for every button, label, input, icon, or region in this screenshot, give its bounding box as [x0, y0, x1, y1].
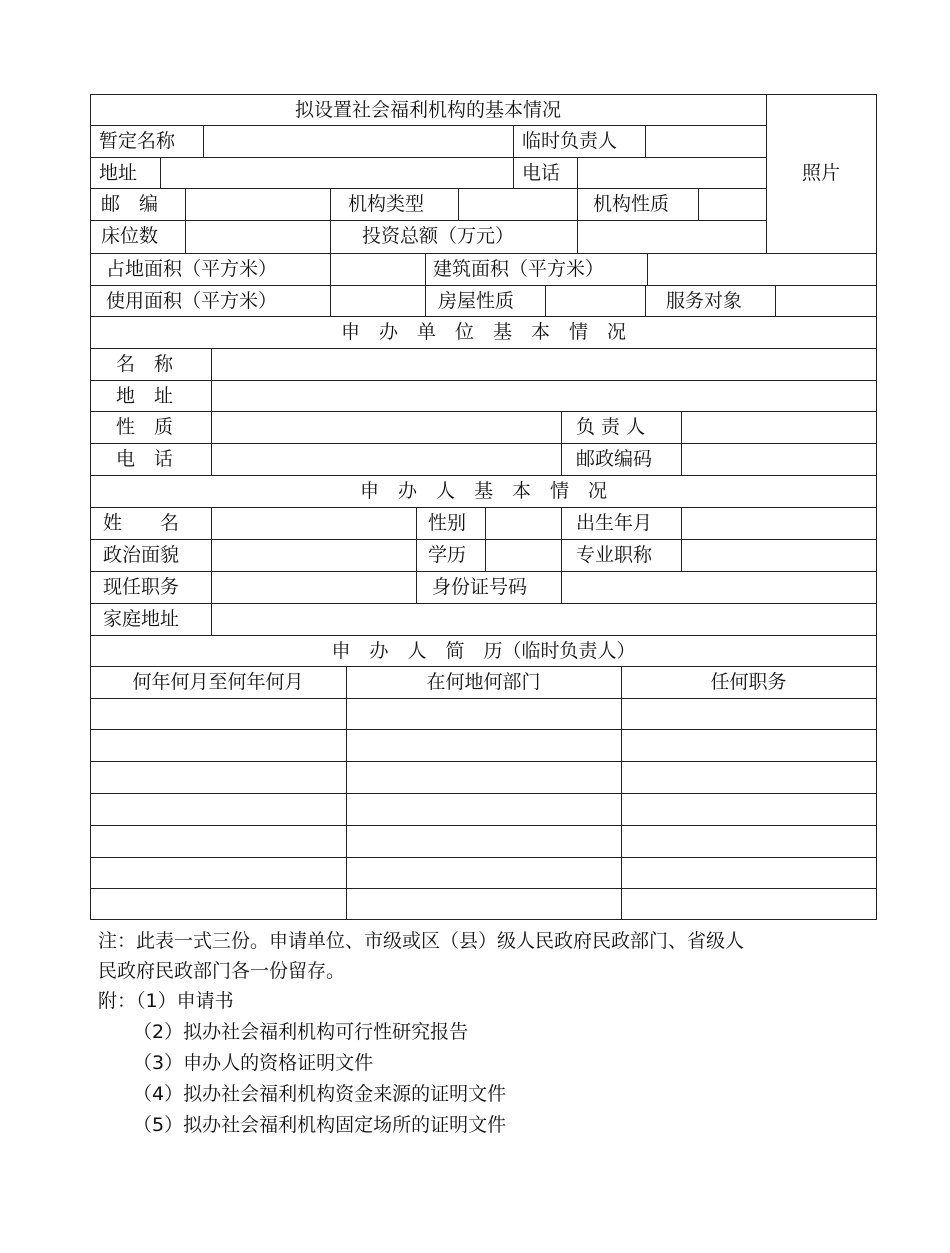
label-gender: 性别 [428, 512, 467, 534]
col-line [211, 507, 212, 635]
section1-title: 拟设置社会福利机构的基本情况 [294, 99, 561, 121]
col-line [211, 348, 212, 475]
col-line [330, 253, 331, 316]
col-line [647, 253, 648, 285]
col-line [485, 507, 486, 571]
col-line [458, 188, 459, 220]
col-line [561, 411, 562, 475]
col-line [346, 666, 347, 919]
label-temp-person-in-charge: 临时负责人 [522, 130, 618, 152]
label-birth: 出生年月 [576, 512, 653, 534]
col-line [645, 285, 646, 316]
col-line [681, 411, 682, 475]
note-line-2: 民政府民政部门各一份留存。 [98, 960, 346, 982]
section4-title: 申 办 人 简 历（临时负责人） [331, 640, 636, 662]
label-land-area: 占地面积（平方米） [106, 258, 278, 280]
col-line [160, 157, 161, 188]
row-line [90, 825, 877, 826]
col-line [545, 285, 546, 316]
row-line [90, 380, 877, 381]
row-line [90, 157, 766, 158]
label-unit-postcode: 邮政编码 [576, 448, 653, 470]
col-line [561, 507, 562, 603]
label-unit-person-in-charge: 负 责 人 [576, 416, 646, 438]
section3-title: 申 办 人 基 本 情 况 [359, 480, 607, 502]
row-line [90, 857, 877, 858]
row-line [90, 888, 877, 889]
label-beds: 床位数 [101, 225, 159, 247]
attachment-4: （4）拟办社会福利机构资金来源的证明文件 [133, 1083, 507, 1105]
label-house-nature: 房屋性质 [438, 290, 515, 312]
row-line [90, 793, 877, 794]
col-line [416, 507, 417, 603]
col-line [330, 188, 331, 253]
row-line [90, 507, 877, 508]
label-service-target: 服务对象 [666, 290, 743, 312]
col-line [425, 253, 426, 316]
label-professional-title: 专业职称 [576, 544, 653, 566]
col-line [775, 285, 776, 316]
note-line-1: 注：此表一式三份。申请单位、市级或区（县）级人民政府民政部门、省级人 [98, 930, 745, 952]
col-header-post: 任何职务 [710, 671, 787, 693]
col-line [185, 188, 186, 253]
label-current-post: 现任职务 [103, 576, 180, 598]
row-line [90, 348, 877, 349]
table-border-bottom [90, 919, 877, 920]
col-line [645, 125, 646, 157]
label-home-address: 家庭地址 [103, 608, 180, 630]
col-line [698, 188, 699, 220]
col-line [513, 125, 514, 157]
col-header-place: 在何地何部门 [426, 671, 541, 693]
label-org-type: 机构类型 [348, 193, 425, 215]
label-education: 学历 [428, 544, 467, 566]
label-political: 政治面貌 [103, 544, 180, 566]
photo-label: 照片 [801, 162, 840, 184]
label-tentative-name: 暂定名称 [99, 130, 176, 152]
label-postcode: 邮 编 [101, 193, 159, 215]
label-applicant-name: 姓 名 [103, 512, 180, 534]
label-usable-area: 使用面积（平方米） [106, 290, 278, 312]
label-org-nature: 机构性质 [593, 193, 670, 215]
col-line [513, 157, 514, 188]
label-id-number: 身份证号码 [432, 576, 528, 598]
col-line [681, 507, 682, 571]
section2-title: 申 办 单 位 基 本 情 况 [340, 321, 626, 343]
row-line [90, 603, 877, 604]
label-unit-address: 地 址 [116, 385, 174, 407]
row-line [90, 698, 877, 699]
row-line [90, 761, 877, 762]
label-building-area: 建筑面积（平方米） [433, 258, 605, 280]
label-phone: 电话 [522, 162, 561, 184]
attachment-1: 附：（1）申请书 [98, 990, 234, 1012]
label-unit-nature: 性 质 [116, 416, 174, 438]
attachment-2: （2）拟办社会福利机构可行性研究报告 [133, 1021, 469, 1043]
col-header-period: 何年何月至何年何月 [132, 671, 304, 693]
col-line [577, 157, 578, 188]
col-line [577, 188, 578, 253]
row-line [90, 539, 877, 540]
row-line [90, 411, 877, 412]
label-total-investment: 投资总额（万元） [362, 225, 515, 247]
row-line [90, 443, 877, 444]
attachment-3: （3）申办人的资格证明文件 [133, 1052, 374, 1074]
col-line [203, 125, 204, 157]
col-line [621, 666, 622, 919]
label-unit-name: 名 称 [116, 353, 174, 375]
label-unit-phone: 电 话 [116, 448, 174, 470]
label-address: 地址 [99, 162, 138, 184]
row-line [90, 729, 877, 730]
attachment-5: （5）拟办社会福利机构固定场所的证明文件 [133, 1114, 507, 1136]
